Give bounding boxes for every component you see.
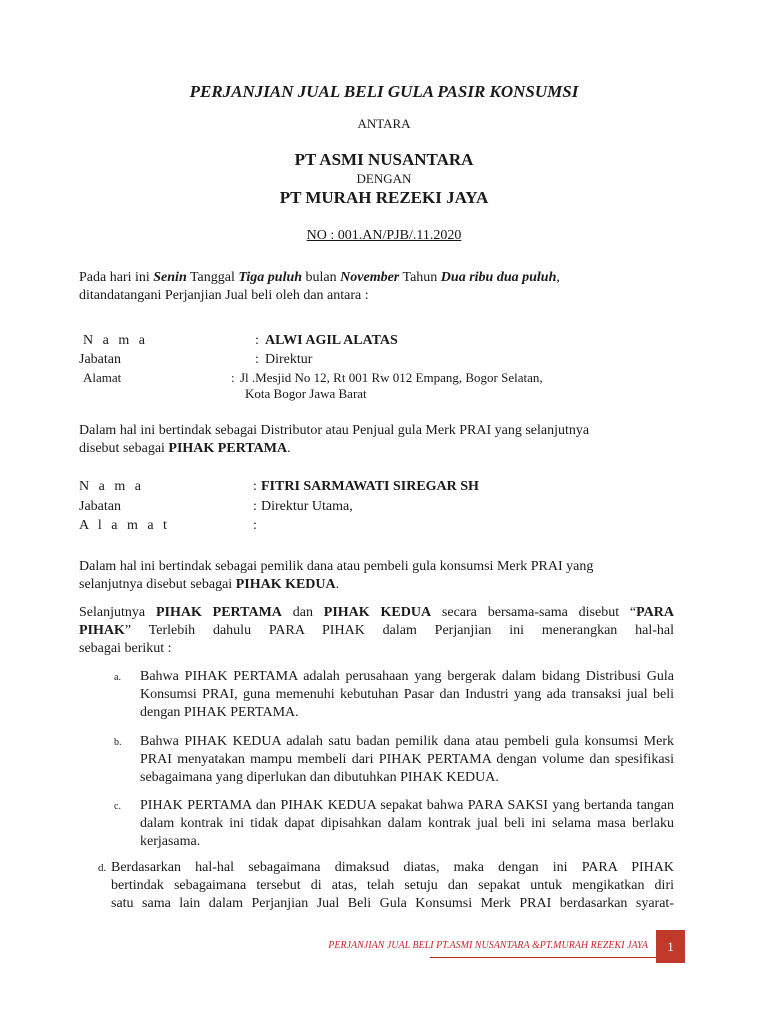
party-one-jabatan-separator: : — [255, 352, 259, 367]
list-item-text: PIHAK PERTAMA dan PIHAK KEDUA sepakat bahwa PARA SAKSI yang bertanda tangan dalam kontrak ini tidak dapat dipisahkan dalam kontrak jual beli ini selama masa berlaku kerjasama. — [140, 798, 674, 849]
party-one-alamat-label: Alamat — [83, 370, 122, 385]
para-pihak-term-b: PIHAK — [79, 623, 125, 638]
intro-text: Tahun — [399, 270, 441, 285]
party-two-nama-separator: : — [253, 479, 257, 494]
intro-year: Dua ribu dua puluh — [440, 270, 557, 285]
party-one-desc-line1: Dalam hal ini bertindak sebagai Distributor atau Penjual gula Merk PRAI yang selanjutnya — [79, 423, 590, 438]
list-marker: b. — [114, 737, 122, 748]
party-two-jabatan-separator: : — [253, 499, 257, 514]
item-d-line2: bertindak sebagaimana tersebut di atas, telah setuju dan sepakat untuk mengikatkan diri — [111, 878, 674, 893]
para-pihak-term-a: PARA — [636, 605, 674, 620]
para-pihak-text: Selanjutnya — [79, 605, 156, 620]
party-one-nama-label: N a m a — [83, 333, 148, 348]
party-two-desc-line1: Dalam hal ini bertindak sebagai pemilik dana atau pembeli gula konsumsi Merk PRAI yang — [79, 559, 594, 574]
intro-month: November — [340, 270, 400, 285]
list-item-text: Bahwa PIHAK KEDUA adalah satu badan pemilik dana atau pembeli gula konsumsi Merk PRAI menyatakan mampu membeli dari PIHAK PERTAMA dengan volume dan spesifikasi sebagaimana yang diperlukan dan dibutuhkan PIHAK KEDUA. — [140, 734, 674, 785]
intro-line2: ditandatangani Perjanjian Jual beli oleh dan antara : — [79, 288, 369, 303]
party-one-alamat-line1: Jl .Mesjid No 12, Rt 001 Rw 012 Empang, Bogor Selatan, — [240, 370, 543, 385]
para-pihak-role-1: PIHAK PERTAMA — [155, 605, 282, 620]
intro-text: bulan — [302, 270, 341, 285]
party-one-desc-text: . — [287, 441, 291, 456]
dengan-label: DENGAN — [356, 171, 412, 186]
party-two-jabatan-label: Jabatan — [79, 499, 121, 514]
intro-day: Senin — [153, 270, 187, 285]
party-one-alamat-separator: : — [231, 370, 235, 385]
list-item-text: Bahwa PIHAK PERTAMA adalah perusahaan yang bergerak dalam bidang Distribusi Gula Konsumsi PRAI, guna memenuhi kebutuhan Pasar dan Industri yang ada transaksi jual beli dengan PIHAK PERTAMA. — [140, 669, 674, 720]
party-two-role: PIHAK KEDUA — [235, 577, 336, 592]
para-pihak-paragraph — [79, 604, 674, 658]
item-d-line1: Berdasarkan hal-hal sebagaimana dimaksud diatas, maka dengan ini PARA PIHAK — [111, 860, 674, 875]
para-pihak-line3: sebagai berikut : — [79, 641, 172, 656]
document-number: NO : 001.AN/PJB/.11.2020 — [306, 228, 462, 243]
party-one-description — [79, 422, 674, 458]
antara-label: ANTARA — [357, 116, 411, 131]
para-pihak-role-2: PIHAK KEDUA — [323, 605, 432, 620]
party-one-role: PIHAK PERTAMA — [168, 441, 288, 456]
party-one-jabatan-label: Jabatan — [79, 352, 121, 367]
list-item-d — [111, 859, 674, 913]
second-party-company: PT MURAH REZEKI JAYA — [279, 188, 489, 207]
party-two-alamat-label: A l a m a t — [79, 518, 170, 533]
intro-text: , — [556, 270, 560, 285]
party-two-nama-value: FITRI SARMAWATI SIREGAR SH — [261, 479, 479, 494]
para-pihak-text: dan — [281, 605, 324, 620]
para-pihak-text: ” Terlebih dahulu PARA PIHAK dalam Perjanjian ini menerangkan hal-hal — [124, 623, 674, 638]
party-two-alamat-separator: : — [253, 518, 257, 533]
party-two-desc-text: selanjutnya disebut sebagai — [79, 577, 236, 592]
document-title: PERJANJIAN JUAL BELI GULA PASIR KONSUMSI — [189, 82, 579, 101]
intro-date: Tiga puluh — [238, 270, 303, 285]
list-marker: c. — [114, 801, 121, 812]
party-two-jabatan-value: Direktur Utama, — [261, 499, 353, 514]
para-pihak-line1 — [79, 604, 674, 622]
footer-rule — [430, 957, 656, 958]
party-one-jabatan-value: Direktur — [265, 352, 313, 367]
list-marker: a. — [114, 672, 121, 683]
page-number-badge: 1 — [656, 930, 685, 963]
footer-text: PERJANJIAN JUAL BELI PT.ASMI NUSANTARA &PT.MURAH REZEKI JAYA — [328, 940, 648, 951]
intro-text: Tanggal — [186, 270, 239, 285]
party-one-nama-value: ALWI AGIL ALATAS — [265, 333, 398, 348]
item-d-line3: satu sama lain dalam Perjanjian Jual Beli Gula Konsumsi Merk PRAI berdasarkan syarat- — [111, 896, 674, 911]
intro-paragraph — [79, 269, 674, 305]
list-marker: d. — [98, 862, 107, 874]
para-pihak-text: secara bersama-sama disebut “ — [431, 605, 637, 620]
party-one-nama-separator: : — [255, 333, 259, 348]
party-two-description — [79, 558, 674, 594]
party-two-nama-label: N a m a — [79, 479, 144, 494]
party-one-alamat-line2: Kota Bogor Jawa Barat — [245, 386, 367, 401]
intro-text: Pada hari ini — [79, 270, 154, 285]
party-two-desc-text: . — [335, 577, 340, 592]
first-party-company: PT ASMI NUSANTARA — [294, 150, 474, 169]
para-pihak-line2 — [79, 622, 674, 640]
party-one-desc-text: disebut sebagai — [79, 441, 169, 456]
